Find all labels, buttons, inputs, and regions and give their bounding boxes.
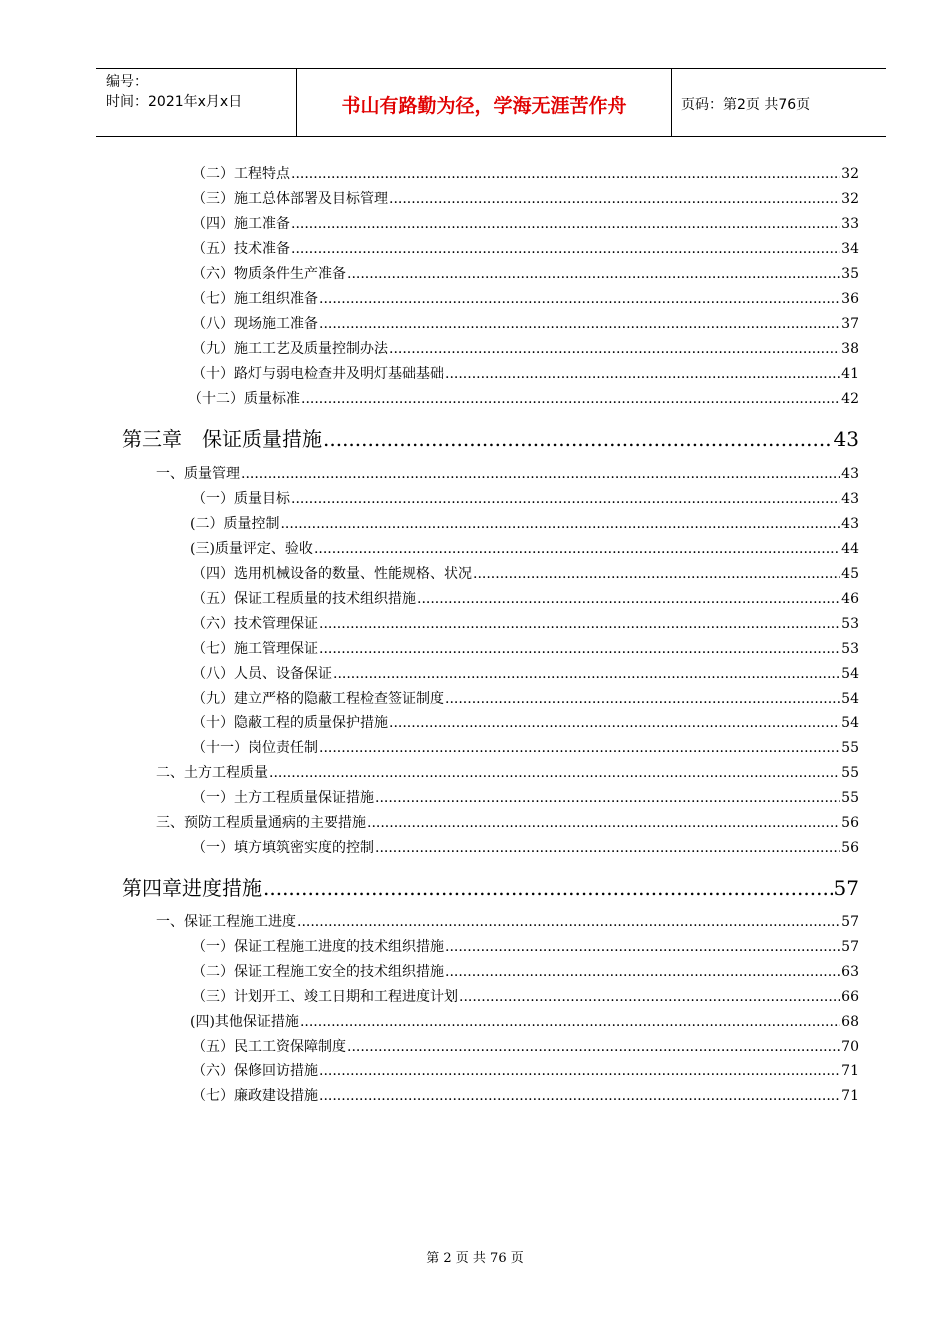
motto-text: 书山有路勤为径，学海无涯苦作舟 (341, 95, 627, 117)
toc-entry-title: （八）现场施工准备 (192, 316, 318, 332)
toc-entry-page: 43 (841, 516, 859, 532)
toc-entry-page: 42 (841, 391, 859, 407)
toc-leader (389, 191, 840, 207)
toc-entry[interactable] (192, 488, 859, 508)
number-label: 编号： (106, 74, 148, 90)
toc-entry-page: 54 (841, 715, 859, 731)
toc-entry-page: 45 (841, 566, 859, 582)
toc-entry-page: 43 (841, 491, 859, 507)
toc-entry-page: 57 (841, 939, 859, 955)
toc-entry-title: （五）民工工资保障制度 (192, 1039, 346, 1055)
page-footer: 第 2 页 共 76 页 (426, 1251, 524, 1266)
toc-leader (280, 516, 840, 532)
toc-entry-page: 35 (841, 266, 859, 282)
toc-entry-title: （一）质量目标 (192, 491, 290, 507)
toc-entry-page: 46 (841, 591, 859, 607)
toc-entry-page: 66 (841, 989, 859, 1005)
toc-entry[interactable] (192, 961, 859, 981)
toc-entry[interactable] (190, 513, 859, 533)
toc-entry[interactable] (188, 388, 859, 408)
toc-leader (333, 666, 840, 682)
toc-leader (445, 691, 840, 707)
toc-chapter-title: 第三章 保证质量措施 (122, 427, 322, 451)
toc-leader (263, 876, 833, 900)
toc-entry-title: （六）物质条件生产准备 (192, 266, 346, 282)
toc-leader (473, 566, 840, 582)
toc-entry-page: 32 (841, 166, 859, 182)
toc-leader (319, 316, 840, 332)
toc-entry-page: 54 (841, 691, 859, 707)
toc-entry-page: 36 (841, 291, 859, 307)
toc-entry-page: 55 (841, 765, 859, 781)
toc-chapter-entry[interactable] (122, 872, 859, 900)
toc-chapter-title: 第四章进度措施 (122, 876, 262, 900)
toc-entry[interactable] (192, 313, 859, 333)
toc-entry[interactable] (192, 188, 859, 208)
toc-entry[interactable] (192, 363, 859, 383)
toc-leader (297, 914, 840, 930)
toc-entry-title: （八）人员、设备保证 (192, 666, 332, 682)
toc-entry-title: （三）施工总体部署及目标管理 (192, 191, 388, 207)
toc-entry[interactable] (192, 837, 859, 857)
toc-entry-title: 一、质量管理 (156, 466, 240, 482)
toc-entry-page: 57 (841, 914, 859, 930)
toc-leader (319, 616, 840, 632)
toc-entry-page: 56 (841, 840, 859, 856)
time-label: 时间：2021年x月x日 (106, 94, 243, 110)
toc-entry-title: （七）施工组织准备 (192, 291, 318, 307)
toc-leader (319, 1063, 840, 1079)
toc-entry[interactable] (192, 688, 859, 708)
toc-entry-title: （七）施工管理保证 (192, 641, 318, 657)
toc-entry[interactable] (192, 288, 859, 308)
toc-section-entry[interactable] (156, 463, 859, 483)
toc-entry-title: （三）计划开工、竣工日期和工程进度计划 (192, 989, 458, 1005)
toc-entry-page: 53 (841, 641, 859, 657)
toc-entry[interactable] (192, 1060, 859, 1080)
toc-entry-title: （九）施工工艺及质量控制办法 (192, 341, 388, 357)
toc-entry-page: 43 (841, 466, 859, 482)
toc-leader (319, 1088, 840, 1104)
toc-entry[interactable] (192, 1085, 859, 1105)
toc-entry-page: 70 (841, 1039, 859, 1055)
toc-entry-title: （二）保证工程施工安全的技术组织措施 (192, 964, 444, 980)
toc-entry-page: 68 (841, 1014, 859, 1030)
toc-entry[interactable] (190, 538, 859, 558)
toc-entry-title: （四）施工准备 (192, 216, 290, 232)
page-header (96, 68, 886, 137)
toc-entry-title: 二、土方工程质量 (156, 765, 268, 781)
toc-entry-title: （五）保证工程质量的技术组织措施 (192, 591, 416, 607)
toc-leader (319, 291, 840, 307)
toc-entry-page: 37 (841, 316, 859, 332)
toc-entry-title: （十二）质量标准 (188, 391, 300, 407)
toc-entry[interactable] (192, 263, 859, 283)
toc-chapter-entry[interactable] (122, 423, 859, 451)
toc-entry-page: 33 (841, 216, 859, 232)
toc-entry-page: 44 (841, 541, 859, 557)
toc-entry[interactable] (192, 213, 859, 233)
toc-leader (269, 765, 840, 781)
toc-leader (241, 466, 840, 482)
toc-entry[interactable] (192, 663, 859, 683)
toc-entry-page: 32 (841, 191, 859, 207)
toc-entry[interactable] (192, 1036, 859, 1056)
toc-leader (445, 939, 840, 955)
toc-entry-title: （六）技术管理保证 (192, 616, 318, 632)
toc-entry[interactable] (192, 936, 859, 956)
toc-entry-title: （七）廉政建设措施 (192, 1088, 318, 1104)
toc-entry-title: (二）质量控制 (190, 516, 280, 532)
toc-entry[interactable] (192, 787, 859, 807)
toc-entry-page: 56 (841, 815, 859, 831)
toc-entry[interactable] (192, 638, 859, 658)
toc-leader (459, 989, 840, 1005)
toc-entry-page: 34 (841, 241, 859, 257)
toc-entry[interactable] (192, 712, 859, 732)
toc-leader (417, 591, 840, 607)
toc-leader (375, 840, 840, 856)
toc-entry[interactable] (192, 986, 859, 1006)
toc-entry-title: (四)其他保证措施 (190, 1014, 299, 1030)
toc-entry[interactable] (192, 338, 859, 358)
toc-leader (347, 266, 840, 282)
header-motto-cell (296, 69, 672, 136)
toc-entry[interactable] (190, 1011, 859, 1031)
toc-entry-title: 三、预防工程质量通病的主要措施 (156, 815, 366, 831)
toc-entry-title: （十）路灯与弱电检查井及明灯基础基础 (192, 366, 444, 382)
toc-leader (319, 740, 840, 756)
toc-section-entry[interactable] (156, 812, 859, 832)
toc-leader (347, 1039, 840, 1055)
toc-leader (445, 366, 840, 382)
header-meta-cell (96, 69, 296, 136)
toc-leader (389, 715, 840, 731)
toc-section-entry[interactable] (156, 911, 859, 931)
toc-entry[interactable] (192, 613, 859, 633)
toc-entry[interactable] (192, 588, 859, 608)
toc-entry-title: （二）工程特点 (192, 166, 290, 182)
toc-entry-page: 63 (841, 964, 859, 980)
toc-leader (291, 241, 840, 257)
toc-entry-page: 55 (841, 740, 859, 756)
toc-entry-title: (三)质量评定、验收 (190, 541, 313, 557)
toc-entry[interactable] (192, 737, 859, 757)
toc-leader (301, 391, 840, 407)
toc-entry-title: （六）保修回访措施 (192, 1063, 318, 1079)
toc-entry-page: 71 (841, 1063, 859, 1079)
toc-entry-title: （十一）岗位责任制 (192, 740, 318, 756)
header-page-cell (671, 69, 886, 136)
toc-leader (445, 964, 840, 980)
toc-entry-title: （一）土方工程质量保证措施 (192, 790, 374, 806)
toc-entry-page: 38 (841, 341, 859, 357)
page-info: 页码：第2页 共76页 (681, 97, 811, 113)
toc-entry-page: 53 (841, 616, 859, 632)
toc-leader (291, 166, 840, 182)
toc-leader (389, 341, 840, 357)
toc-entry-page: 55 (841, 790, 859, 806)
toc-entry-title: （九）建立严格的隐蔽工程检查签证制度 (192, 691, 444, 707)
toc-entry[interactable] (192, 563, 859, 583)
toc-entry[interactable] (192, 163, 859, 183)
toc-leader (300, 1014, 840, 1030)
toc-entry-title: （十）隐蔽工程的质量保护措施 (192, 715, 388, 731)
toc-leader (319, 641, 840, 657)
toc-entry-title: （五）技术准备 (192, 241, 290, 257)
toc-leader (323, 427, 833, 451)
toc-entry[interactable] (192, 238, 859, 258)
toc-leader (291, 216, 840, 232)
toc-entry-page: 71 (841, 1088, 859, 1104)
toc-section-entry[interactable] (156, 762, 859, 782)
toc-leader (367, 815, 840, 831)
toc-entry-page: 54 (841, 666, 859, 682)
toc-entry-title: （一）填方填筑密实度的控制 (192, 840, 374, 856)
toc-leader (291, 491, 840, 507)
toc-entry-page: 43 (833, 427, 859, 451)
toc-entry-page: 57 (833, 876, 859, 900)
toc-entry-title: （一）保证工程施工进度的技术组织措施 (192, 939, 444, 955)
toc-entry-title: （四）选用机械设备的数量、性能规格、状况 (192, 566, 472, 582)
toc-leader (375, 790, 840, 806)
toc-entry-page: 41 (841, 366, 859, 382)
toc-leader (314, 541, 840, 557)
toc-entry-title: 一、保证工程施工进度 (156, 914, 296, 930)
